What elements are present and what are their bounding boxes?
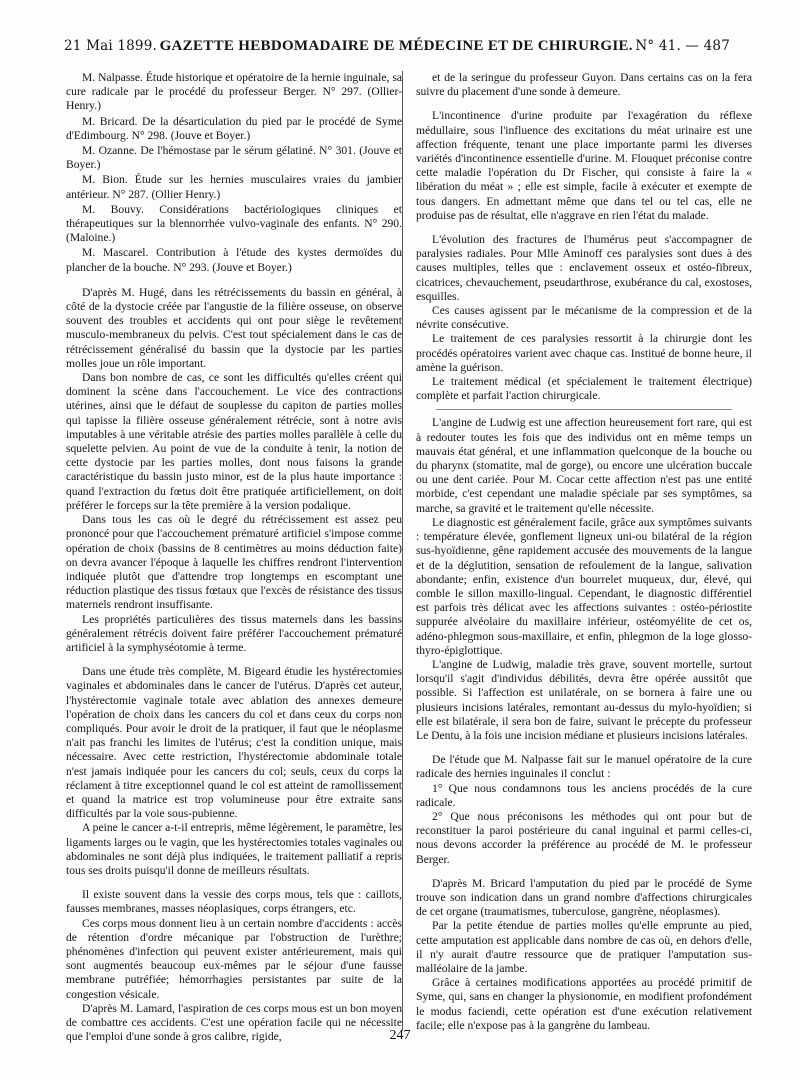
- issue-page-number: N° 41. — 487: [635, 38, 730, 54]
- paragraph: L'évolution des fractures de l'humérus peut s'accompagner de paralysies radiales. Pour Mlle Aminoff ces paralysies sont dues à des causes multiples, telles que : enclavement osseux et ostéo-fibreux, cicatrices, chevauchement, pseudarthrose, exubérance du cal, exostoses, esquilles.: [416, 233, 752, 303]
- paragraph: Le traitement de ces paralysies ressortit à la chirurgie dont les procédés opératoires varient avec chaque cas. Institué de bonne heure, il amène la guérison.: [416, 332, 752, 374]
- left-column: [66, 71, 402, 1044]
- paragraph: 2° Que nous préconisons les méthodes qui ont pour but de reconstituer la paroi postérieure du canal inguinal et parmi celles-ci, nous devons accorder la préférence au procédé de M. le professeur Berger.: [416, 809, 752, 866]
- paragraph: De l'étude que M. Nalpasse fait sur le manuel opératoire de la cure radicale des hernies inguinales il conclut :: [416, 753, 752, 781]
- paragraph: L'incontinence d'urine produite par l'exagération du réflexe médullaire, sous l'influence des excitations du méat urinaire est une affection fréquente, tenant une place importante parmi les diverses variétés d'incontinence essentielle d'urine. M. Flouquet préconise contre cette maladie l'opération du Dr Fischer, qui consiste à faire la « libération du méat » ; elle est simple, facile à exécuter et exempte de tous dangers. En admettant même que dans tel ou tel cas, elle ne produise pas de résultat, elle n'aggrave en rien l'état du malade.: [416, 109, 752, 222]
- thesis-citation: M. Bion. Étude sur les hernies musculaires vraies du jambier antérieur. N° 287. (Ollier Henry.): [66, 173, 402, 201]
- paragraph: A peine le cancer a-t-il entrepris, même légèrement, le paramètre, les ligaments larges ou le vagin, que les hystérectomies totales vaginales ou abdominales ne sont déjà plus indiquées, le traitement palliatif a repris tous ses droits puisqu'il donne de meilleurs résultats.: [66, 821, 402, 877]
- running-header: [64, 38, 730, 55]
- page-folio: 247: [389, 1028, 411, 1043]
- paragraph: Ces corps mous donnent lieu à un certain nombre d'accidents : accès de rétention d'ordre mécanique par l'obstruction de l'urèthre; phénomènes d'infection qui peuvent exister antérieurement, mais qui sont augmentés beaucoup eux-mêmes par le séjour d'une fausse membrane putréfiée; hémorrhagies persistantes par suite de la congestion vésicale.: [66, 916, 402, 1001]
- paragraph: Dans une étude très complète, M. Bigeard étudie les hystérectomies vaginales et abdominales dans le cancer de l'utérus. D'après cet auteur, l'hystérectomie vaginale totale avec ablation des annexes demeure l'opération de choix dans les cancers du col et dans ceux du corps non compliqués. Pour avoir le droit de la pratiquer, il faut que le néoplasme n'ait pas franchi les limites de l'utérus; c'est la condition unique, mais nécessaire. Avec cette restriction, l'hystérectomie abdominale totale n'est jamais indiquée pour les cancers du col; seuls, ceux du corps la réclament à titre exceptionnel quand le col est atteint de ramollissement et quand la matrice est trop volumineuse pour être extraite sans difficultés par la voie sous-pubienne.: [66, 665, 402, 821]
- paragraph: D'après M. Lamard, l'aspiration de ces corps mous est un bon moyen de combattre ces accidents. C'est une opération facile qui ne nécessite que l'emploi d'une sonde à gros calibre, rigide,: [66, 1001, 402, 1044]
- paragraph: L'angine de Ludwig, maladie très grave, souvent mortelle, surtout lorsqu'il s'agit d'individus débilités, devra être opérée aussitôt que possible. Si l'affection est unilatérale, on se bornera à faire une ou plusieurs incisions latérales, remontant au-dessus du mylo-hyoïdien; si elle est bilatérale, il sera bon de faire, suivant le précepte du professeur Le Dentu, à la fois une incision médiane et plusieurs incisions latérales.: [416, 657, 752, 742]
- paragraph: Grâce à certaines modifications apportées au procédé primitif de Syme, qui, sans en changer la physionomie, en modifient profondément le modus faciendi, cette opération est d'une exécution relativement facile; elle n'expose pas à la gangrène du lambeau.: [416, 976, 752, 1032]
- paragraph: 1° Que nous condamnons tous les anciens procédés de la cure radicale.: [416, 781, 752, 809]
- paragraph: Dans tous les cas où le degré du rétrécissement est assez peu prononcé pour que l'accouchement prématuré artificiel s'impose comme opération de choix (bassins de 8 centimètres au moins déduction faite) on devra avancer l'époque à laquelle les chiffres rendront l'intervention indiquée plutôt que d'attendre trop longtemps en escomptant une réduction plastique des tissus fœtaux que l'excès de résistance des tissus maternels rendront insuffisante.: [66, 513, 402, 612]
- paragraph: L'angine de Ludwig est une affection heureusement fort rare, qui est à redouter toutes les fois que des individus ont en même temps un mauvais état général, et une inflammation quelconque de la bouche ou du pharynx (stomatite, mal de gorge), ou encore une ulcération buccale ou une dent cariée. Pour M. Cocar cette affection n'est pas une entité morbide, c'est cependant une maladie spéciale par ses symptômes, sa marche, sa gravité et le traitement qu'elle nécessite.: [416, 416, 752, 515]
- journal-title: GAZETTE HEBDOMADAIRE DE MÉDECINE ET DE CHIRURGIE.: [159, 38, 633, 54]
- issue-date: 21 Mai 1899.: [64, 38, 157, 54]
- section-divider: [436, 409, 732, 410]
- paragraph: Les propriétés particulières des tissus maternels dans les bassins généralement rétrécis doivent faire préférer l'accouchement prématuré artificiel à la symphyséotomie à terme.: [66, 612, 402, 654]
- paragraph: et de la seringue du professeur Guyon. Dans certains cas on la fera suivre du placement d'une sonde à demeure.: [416, 71, 752, 99]
- paragraph: D'après M. Hugé, dans les rétrécissements du bassin en général, à côté de la dystocie créée par l'angustie de la filière osseuse, on observe souvent des troubles et accidents qui ont pour siège le revêtement musculo-membraneux du pelvis. C'est tout spécialement dans le cas de rétrécissement généralisé du bassin que la dystocie par les parties molles joue un rôle important.: [66, 285, 402, 370]
- right-column: [416, 71, 752, 1033]
- thesis-citation: M. Ozanne. De l'hémostase par le sérum gélatiné. N° 301. (Jouve et Boyer.): [66, 144, 402, 172]
- paragraph: Le traitement médical (et spécialement le traitement électrique) complète et parfait l'action chirurgicale.: [416, 375, 752, 403]
- thesis-citation: M. Nalpasse. Étude historique et opératoire de la hernie inguinale, sa cure radicale par le procédé du professeur Berger. N° 297. (Ollier-Henry.): [66, 71, 402, 113]
- paragraph: Dans bon nombre de cas, ce sont les difficultés qu'elles créent qui dominent la scène dans l'accouchement. Le vice des contractions utérines, ainsi que le défaut de souplesse du capiton de parties molles qui tapisse la filière osseuse généralement rétrécie, sont à notre avis imputables à une véritable atrésie des parties molles parallèle à celle du squelette pelvien. Au point de vue de la conduite à tenir, la notion de cette dystocie par les parties molles, dont nous faisons la grande caractéristique du bassin justo minor, est de la plus haute importance : quand l'extraction du fœtus doit être pratiquée artificiellement, on doit préférer le forceps sur la tête première à la version podalique.: [66, 371, 402, 512]
- paragraph: D'après M. Bricard l'amputation du pied par le procédé de Syme trouve son indication dans un grand nombre d'affections chirurgicales de cet organe (traumatismes, tuberculose, gangrène, néoplasmes).: [416, 876, 752, 919]
- paragraph: Le diagnostic est généralement facile, grâce aux symptômes suivants : température élevée, gonflement ligneux uni-ou bilatéral de la région sus-hyoïdienne, gêne rapidement accusée des mouvements de la langue et de la déglutition, sensation de refoulement de la langue, salivation abondante; enfin, existence d'un bourrelet muqueux, dur, élevé, qui comble le sillon maxillo-lingual. Cependant, le diagnostic différentiel est parfois très délicat avec les affections suivantes : ostéo-périostite suppurée alvéolaire du maxillaire inférieur, ostéomyélite de cet os, adéno-phlegmon sous-maxillaire, et enfin, phlegmon de la loge glosso-thyro-épiglottique.: [416, 515, 752, 657]
- thesis-citation: M. Bouvy. Considérations bactériologiques cliniques et thérapeutiques sur la blennorrhée vulvo-vaginale des enfants. N° 290. (Maloine.): [66, 202, 402, 245]
- thesis-citation: M. Bricard. De la désarticulation du pied par le procédé de Syme d'Edimbourg. N° 298. (Jouve et Boyer.): [66, 114, 402, 142]
- paragraph: Il existe souvent dans la vessie des corps mous, tels que : caillots, fausses membranes, masses néoplasiques, corps étrangers, etc.: [66, 888, 402, 916]
- thesis-citation: M. Mascarel. Contribution à l'étude des kystes dermoïdes du plancher de la bouche. N° 293. (Jouve et Boyer.): [66, 246, 402, 274]
- column-rule: [402, 71, 403, 1031]
- paragraph: Ces causes agissent par le mécanisme de la compression et de la névrite consécutive.: [416, 304, 752, 332]
- paragraph: Par la petite étendue de parties molles qu'elle emprunte au pied, cette amputation est applicable dans nombre de cas où, en dehors d'elle, il n'y aurait d'autre ressource que de pratiquer l'amputation sus-malléolaire de la jambe.: [416, 919, 752, 975]
